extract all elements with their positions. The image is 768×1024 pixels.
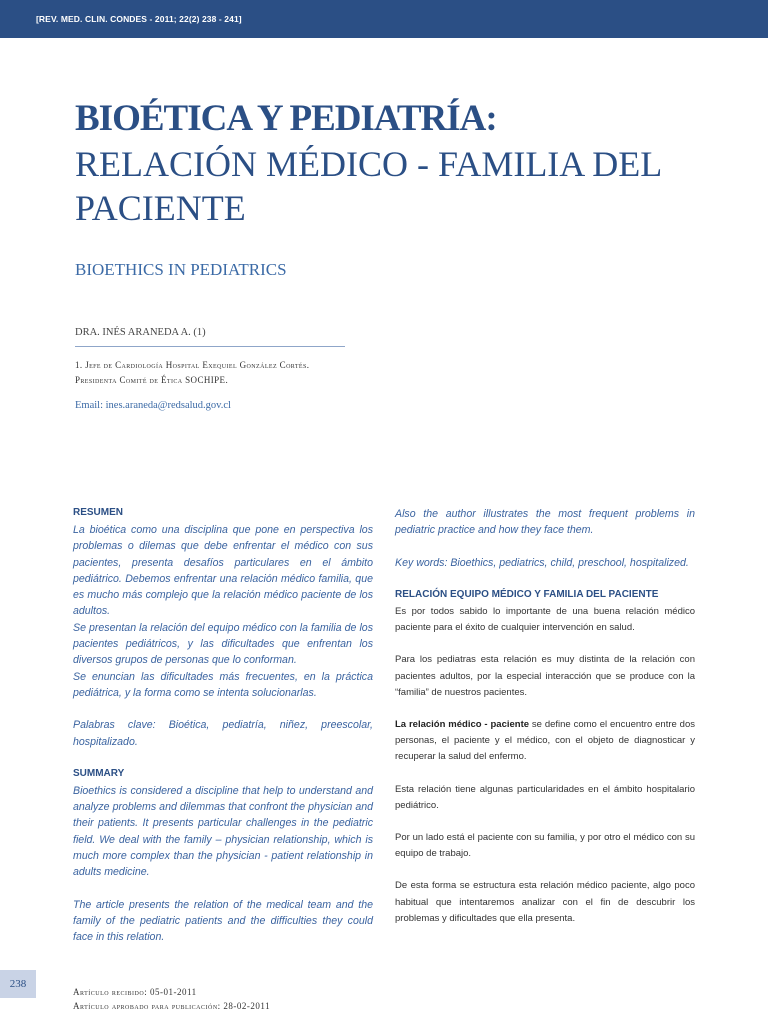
author-name: DRA. INÉS ARANEDA A. (1) bbox=[75, 327, 206, 338]
article-dates bbox=[73, 985, 270, 1013]
journal-reference: [REV. MED. CLIN. CONDES - 2011; 22(2) 238 - 241] bbox=[36, 14, 242, 24]
section-heading: RELACIÓN EQUIPO MÉDICO Y FAMILIA DEL PACIENTE bbox=[395, 588, 659, 600]
received-date: Artículo recibido: 05-01-2011 bbox=[73, 987, 197, 997]
affiliation-line1: 1. Jefe de Cardiología Hospital Exequiel González Cortés. bbox=[75, 360, 310, 370]
left-column bbox=[73, 506, 373, 946]
author-affiliation bbox=[75, 358, 309, 388]
body-paragraph-6: De esta forma se estructura esta relación médico paciente, algo poco habitual que intentaremos analizar con el fin de descubrir los problemas y dificultades que ella presenta. bbox=[395, 880, 695, 924]
body-paragraph-5: Por un lado está el paciente con su familia, y por otro el médico con su equipo de trabajo. bbox=[395, 831, 695, 860]
body-paragraph-1: Es por todos sabido lo importante de una buena relación médico paciente para el éxito de cualquier intervención en salud. bbox=[395, 605, 695, 634]
author-divider bbox=[75, 346, 345, 347]
body-paragraph-3-bold: La relación médico - paciente bbox=[395, 718, 530, 730]
summary-heading: SUMMARY bbox=[73, 767, 125, 779]
resumen-heading: RESUMEN bbox=[73, 507, 124, 518]
resumen-paragraph-3: Se enuncian las dificultades más frecuentes, en la práctica pediátrica, y la forma como se intenta solucionarlas. bbox=[73, 670, 373, 699]
article-subtitle-line1: RELACIÓN MÉDICO - FAMILIA DEL bbox=[75, 144, 663, 184]
summary-paragraph-2: The article presents the relation of the medical team and the family of the pediatric patients and the difficulties they could face in this relation. bbox=[73, 898, 373, 944]
resumen-paragraph-1: La bioética como una disciplina que pone en perspectiva los problemas o dilemas que debe enfrentar el médico con sus pacientes, presenta desafíos particulares en el ámbito pediátrico. Debemos enfrentar una relación médico familia, que es mucho más complejo que la relación médico paciente de los adultos. bbox=[73, 524, 373, 618]
body-paragraph-2: Para los pediatras esta relación es muy distinta de la relación con pacientes adultos, por la especial interacción que se produce con la “familia” de nuestros pacientes. bbox=[395, 654, 695, 698]
author-email[interactable]: Email: ines.araneda@redsalud.gov.cl bbox=[75, 400, 231, 411]
article-title-block bbox=[75, 98, 715, 230]
page-number: 238 bbox=[0, 970, 36, 998]
body-paragraph-4: Esta relación tiene algunas particularidades en el ámbito hospitalario pediátrico. bbox=[395, 783, 695, 811]
resumen-paragraph-2: Se presentan la relación del equipo médico con la familia de los pacientes pediátricos, y las dificultades que enfrentan los diversos grupos de personas que lo conforman. bbox=[73, 621, 373, 667]
palabras-clave: Palabras clave: Bioética, pediatría, niñez, preescolar, hospitalizado. bbox=[73, 719, 373, 748]
approved-date: Artículo aprobado para publicación: 28-02-2011 bbox=[73, 1001, 271, 1011]
article-subtitle bbox=[75, 142, 715, 230]
english-title: BIOETHICS IN PEDIATRICS bbox=[75, 260, 287, 279]
body-paragraph-3-rest: se define como el encuentro entre dos personas, el paciente y el médico, con el objeto de diagnosticar y recuperar la salud del enfermo. bbox=[395, 718, 695, 763]
article-title: BIOÉTICA Y PEDIATRÍA: bbox=[75, 98, 497, 139]
right-column bbox=[395, 506, 695, 927]
summary-paragraph-1: Bioethics is considered a discipline that help to understand and analyze problems and dilemmas that confront the physician and their patients. It presents particular challenges in the pediatric field. We deal with the family – physician relationship, which is much more complex than the physician - patient relationship in adults medicine. bbox=[73, 784, 373, 879]
summary-paragraph-3: Also the author illustrates the most frequent problems in pediatric practice and how they face them. bbox=[395, 508, 695, 537]
article-subtitle-line2: PACIENTE bbox=[75, 188, 246, 228]
journal-header-bar bbox=[0, 0, 768, 38]
affiliation-line2: Presidenta Comité de Ética SOCHIPE. bbox=[75, 375, 229, 385]
body-paragraph-3 bbox=[395, 717, 695, 766]
key-words: Key words: Bioethics, pediatrics, child, preschool, hospitalized. bbox=[395, 556, 689, 569]
